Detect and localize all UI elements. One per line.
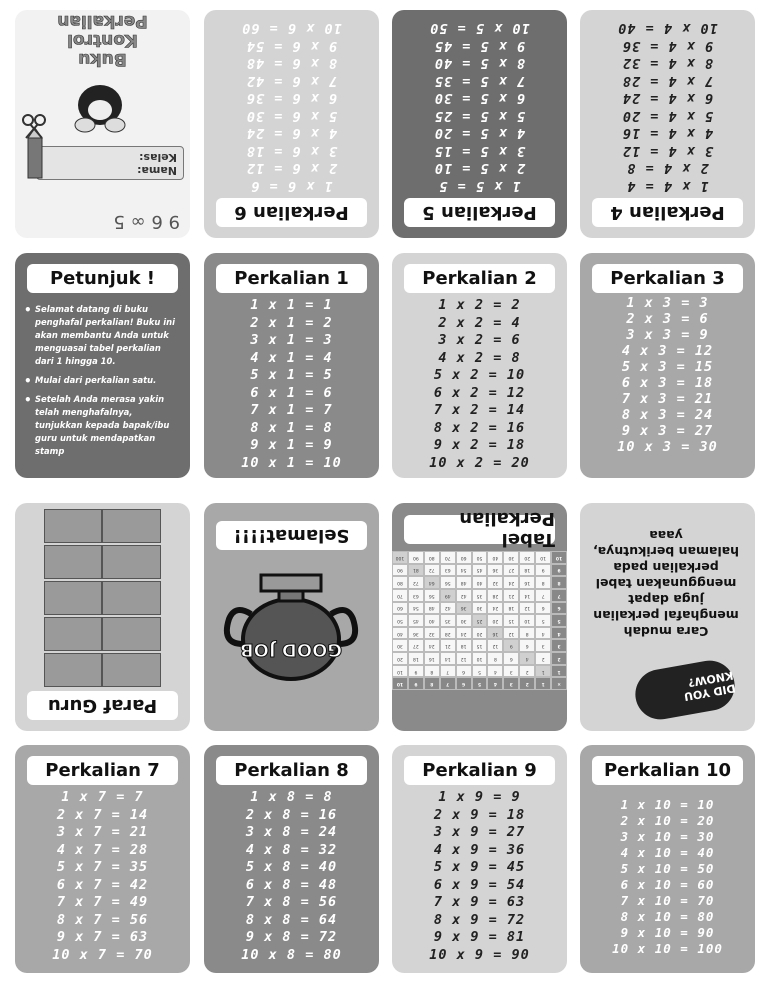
grid-cell: 5 (472, 665, 488, 678)
table-row: 6 x 10 = 60 (620, 877, 715, 892)
class-label: Kelas: (139, 151, 177, 164)
signature-grid (44, 507, 161, 687)
table-row: 6 x 2 = 12 (433, 384, 526, 401)
table-row: 7 x 4 = 28 (621, 73, 714, 89)
table-row: 7 x 9 = 63 (433, 894, 526, 910)
grid-cell: 24 (456, 627, 472, 640)
table-row: 3 x 1 = 3 (250, 332, 333, 348)
grid-cell: 30 (456, 614, 472, 627)
signature-box (103, 509, 162, 543)
table-row: 2 x 5 = 10 (433, 160, 526, 177)
table-rows (204, 297, 379, 472)
grid-cell: 18 (519, 564, 535, 577)
table-title: Perkalian 10 (592, 756, 743, 785)
table-row: 8 x 10 = 80 (620, 909, 715, 924)
table-row: 5 x 9 = 45 (433, 859, 526, 875)
table-rows (392, 297, 567, 472)
math-doodles: 9 6 ∞ 5 (113, 211, 180, 232)
table-row: 4 x 3 = 12 (621, 343, 714, 359)
multiplication-chart-card (392, 503, 567, 731)
table-row: 10 x 3 = 30 (617, 439, 718, 455)
table-card-9 (392, 745, 567, 973)
table-title: Perkalian 3 (592, 264, 743, 293)
table-row: 9 x 2 = 18 (433, 437, 526, 453)
table-row: 6 x 5 = 30 (433, 90, 526, 107)
table-row: 6 x 8 = 48 (245, 876, 338, 893)
grid-cell: 8 (424, 677, 440, 690)
name-label: Nama: (137, 164, 177, 177)
table-row: 9 x 5 = 45 (433, 38, 526, 54)
chart-title: Tabel Perkalian (404, 515, 555, 544)
signature-box (44, 617, 103, 651)
grid-cell: 50 (472, 551, 488, 564)
table-row: 3 x 9 = 27 (433, 824, 526, 840)
instructions-title: Petunjuk ! (27, 264, 178, 293)
table-card-3 (580, 253, 755, 478)
table-row: 5 x 10 = 50 (620, 861, 715, 876)
table-card-1 (204, 253, 379, 478)
table-row: 8 x 4 = 32 (621, 55, 714, 72)
grid-cell: 4 (487, 677, 503, 690)
instruction-item: • Setelah Anda merasa yakin telah menghafalnya, tunjukkan kepada bapak/ibu guru untuk mendapatkan stamp (35, 393, 180, 458)
table-row: 7 x 2 = 14 (433, 402, 526, 418)
grid-cell: 9 (408, 677, 424, 690)
grid-cell: 32 (487, 576, 503, 589)
grid-cell: 50 (392, 614, 408, 627)
table-rows (204, 19, 379, 194)
table-row: 8 x 5 = 40 (433, 55, 526, 72)
grid-cell: 56 (424, 589, 440, 602)
instruction-item: • Selamat datang di buku penghafal perkalian! Buku ini akan membantu Anda untuk menguasai tabel perkalian dari 1 hingga 10. (35, 303, 180, 368)
table-title: Perkalian 4 (592, 198, 743, 227)
grid-cell: 54 (456, 564, 472, 577)
table-row: 9 x 9 = 81 (433, 929, 526, 945)
grid-cell: 90 (392, 564, 408, 577)
grid-cell: 42 (440, 602, 456, 615)
table-row: 1 x 8 = 8 (250, 789, 333, 805)
table-row: 2 x 6 = 12 (245, 160, 338, 177)
table-row: 9 x 10 = 90 (620, 925, 715, 940)
table-row: 9 x 6 = 54 (245, 38, 338, 54)
grid-cell: 12 (456, 652, 472, 665)
name-class-box (36, 146, 184, 180)
signature-box (44, 509, 103, 543)
grid-cell: 4 (519, 652, 535, 665)
trophy-icon (221, 569, 361, 699)
table-row: 10 x 6 = 60 (241, 20, 342, 37)
tip-text: Cara mudah menghafal perkalian juga dapat menggunakan tabel perkalian pada halaman berikutnya, yaaa (592, 528, 740, 639)
table-row: 1 x 7 = 7 (61, 789, 144, 805)
table-row: 3 x 3 = 9 (626, 327, 709, 343)
grid-cell: 1 (535, 665, 551, 678)
grid-cell: 10 (551, 551, 567, 564)
grid-cell: 35 (440, 614, 456, 627)
table-row: 2 x 1 = 2 (250, 314, 333, 331)
table-card-6 (204, 10, 379, 238)
table-row: 8 x 3 = 24 (621, 407, 714, 423)
table-row: 4 x 6 = 24 (245, 125, 338, 142)
table-row: 4 x 2 = 8 (438, 349, 521, 366)
table-row: 4 x 9 = 36 (433, 841, 526, 858)
grid-cell: 12 (503, 627, 519, 640)
paraf-card (15, 503, 190, 731)
grid-cell: 20 (472, 627, 488, 640)
grid-cell: 36 (408, 627, 424, 640)
table-row: 8 x 9 = 72 (433, 911, 526, 928)
table-row: 2 x 10 = 20 (620, 813, 715, 828)
table-row: 8 x 2 = 16 (433, 419, 526, 436)
signature-box (103, 653, 162, 687)
grid-cell: 6 (551, 602, 567, 615)
grid-cell: 2 (535, 652, 551, 665)
grid-cell: 14 (440, 652, 456, 665)
table-row: 3 x 10 = 30 (620, 829, 715, 844)
table-row: 10 x 10 = 100 (612, 941, 723, 956)
congrats-title: Selamat!!!! (216, 521, 367, 550)
table-row: 1 x 9 = 9 (438, 789, 521, 805)
grid-cell: 8 (487, 652, 503, 665)
table-row: 5 x 7 = 35 (56, 859, 149, 875)
grid-cell: 9 (551, 564, 567, 577)
table-title: Perkalian 2 (404, 264, 555, 293)
table-row: 2 x 3 = 6 (626, 311, 709, 327)
grid-cell: 9 (535, 564, 551, 577)
table-row: 8 x 6 = 48 (245, 55, 338, 72)
multiplication-grid (392, 551, 567, 690)
grid-cell: 1 (551, 665, 567, 678)
table-row: 8 x 8 = 64 (245, 911, 338, 928)
grid-cell: 30 (472, 602, 488, 615)
grid-cell: 4 (487, 665, 503, 678)
table-row: 10 x 2 = 20 (429, 454, 530, 471)
grid-cell: 81 (408, 564, 424, 577)
table-card-10 (580, 745, 755, 973)
table-row: 8 x 1 = 8 (250, 419, 333, 436)
grid-cell: 9 (503, 639, 519, 652)
table-rows (580, 295, 755, 455)
grid-cell: 15 (472, 639, 488, 652)
grid-cell: 36 (487, 564, 503, 577)
table-row: 7 x 1 = 7 (250, 402, 333, 418)
grid-cell: 6 (456, 665, 472, 678)
grid-cell: 3 (535, 639, 551, 652)
table-row: 3 x 2 = 6 (438, 332, 521, 348)
instruction-item: • Mulai dari perkalian satu. (35, 374, 180, 387)
grid-cell: 6 (535, 602, 551, 615)
table-rows (204, 789, 379, 964)
table-row: 3 x 5 = 15 (433, 143, 526, 159)
table-row: 2 x 4 = 8 (626, 160, 709, 177)
table-row: 1 x 5 = 5 (438, 178, 521, 194)
table-row: 7 x 7 = 49 (56, 894, 149, 910)
astronaut-illustration (65, 80, 135, 140)
did-you-know-badge: DID YOU KNOW? (631, 657, 738, 724)
table-row: 2 x 9 = 18 (433, 806, 526, 823)
table-row: 4 x 1 = 4 (250, 349, 333, 366)
grid-cell: 6 (503, 652, 519, 665)
grid-cell: 40 (424, 614, 440, 627)
grid-cell: 80 (392, 576, 408, 589)
grid-cell: 64 (424, 576, 440, 589)
grid-cell: 7 (535, 589, 551, 602)
table-title: Perkalian 9 (404, 756, 555, 785)
table-row: 4 x 8 = 32 (245, 841, 338, 858)
grid-cell: 3 (503, 665, 519, 678)
table-row: 9 x 7 = 63 (56, 929, 149, 945)
grid-cell: 28 (440, 627, 456, 640)
grid-cell: 70 (440, 551, 456, 564)
table-row: 9 x 4 = 36 (621, 38, 714, 54)
grid-cell: 20 (487, 614, 503, 627)
grid-cell: 3 (503, 677, 519, 690)
table-row: 6 x 6 = 36 (245, 90, 338, 107)
table-row: 9 x 3 = 27 (621, 423, 714, 439)
grid-cell: 45 (408, 614, 424, 627)
grid-cell: 10 (519, 614, 535, 627)
table-row: 5 x 6 = 30 (245, 108, 338, 124)
table-row: 4 x 4 = 16 (621, 125, 714, 142)
grid-cell: 5 (551, 614, 567, 627)
grid-cell: 49 (440, 589, 456, 602)
grid-cell: 3 (551, 639, 567, 652)
grid-cell: 40 (472, 576, 488, 589)
table-card-5 (392, 10, 567, 238)
table-row: 3 x 7 = 21 (56, 824, 149, 840)
table-row: 1 x 1 = 1 (250, 297, 333, 313)
grid-cell: 8 (424, 665, 440, 678)
scissors-icon (20, 112, 48, 140)
table-row: 1 x 4 = 4 (626, 178, 709, 194)
grid-cell: 2 (519, 665, 535, 678)
table-row: 2 x 7 = 14 (56, 806, 149, 823)
paraf-title: Paraf Guru (27, 691, 178, 720)
grid-cell: 40 (487, 551, 503, 564)
grid-cell: 6 (456, 677, 472, 690)
cover-card (15, 10, 190, 238)
table-row: 1 x 6 = 6 (250, 178, 333, 194)
table-title: Perkalian 7 (27, 756, 178, 785)
table-card-8 (204, 745, 379, 973)
signature-box (44, 581, 103, 615)
cover-title-line: Buku (78, 49, 127, 69)
table-row: 10 x 4 = 40 (617, 20, 718, 37)
grid-cell: 100 (392, 551, 408, 564)
table-card-4 (580, 10, 755, 238)
signature-box (103, 545, 162, 579)
instructions-list (15, 303, 190, 464)
grid-cell: 20 (392, 652, 408, 665)
grid-cell: 15 (503, 614, 519, 627)
table-title: Perkalian 5 (404, 198, 555, 227)
table-row: 5 x 5 = 25 (433, 108, 526, 124)
grid-cell: 63 (440, 564, 456, 577)
grid-cell: 8 (519, 627, 535, 640)
grid-cell: 63 (408, 589, 424, 602)
grid-cell: 4 (535, 627, 551, 640)
table-row: 3 x 8 = 24 (245, 824, 338, 840)
grid-cell: 28 (487, 589, 503, 602)
table-row: 10 x 8 = 80 (241, 946, 342, 963)
table-title: Perkalian 1 (216, 264, 367, 293)
grid-cell: 7 (440, 677, 456, 690)
tip-card (580, 503, 755, 731)
grid-cell: 90 (408, 551, 424, 564)
table-rows (580, 797, 755, 957)
grid-cell: 40 (392, 627, 408, 640)
grid-cell: × (551, 677, 567, 690)
table-row: 4 x 7 = 28 (56, 841, 149, 858)
grid-cell: 8 (551, 576, 567, 589)
grid-cell: 32 (424, 627, 440, 640)
grid-cell: 16 (487, 627, 503, 640)
grid-cell: 24 (424, 639, 440, 652)
grid-cell: 27 (503, 564, 519, 577)
grid-cell: 48 (456, 576, 472, 589)
grid-cell: 18 (456, 639, 472, 652)
cover-title-line: Perkalian (57, 11, 148, 31)
grid-cell: 30 (503, 551, 519, 564)
grid-cell: 5 (535, 614, 551, 627)
table-row: 10 x 5 = 50 (429, 20, 530, 37)
table-row: 7 x 3 = 21 (621, 391, 714, 407)
grid-cell: 21 (503, 589, 519, 602)
grid-cell: 80 (424, 551, 440, 564)
table-rows (392, 19, 567, 194)
grid-cell: 4 (551, 627, 567, 640)
table-row: 6 x 3 = 18 (621, 375, 714, 391)
grid-cell: 72 (424, 564, 440, 577)
grid-cell: 14 (519, 589, 535, 602)
signature-box (103, 581, 162, 615)
grid-cell: 54 (408, 602, 424, 615)
table-row: 2 x 8 = 16 (245, 806, 338, 823)
grid-cell: 24 (487, 602, 503, 615)
grid-cell: 27 (408, 639, 424, 652)
grid-cell: 48 (424, 602, 440, 615)
grid-cell: 36 (456, 602, 472, 615)
table-rows (580, 19, 755, 194)
table-row: 5 x 1 = 5 (250, 367, 333, 383)
trophy-text: GOOD JOB (239, 639, 343, 660)
grid-cell: 7 (551, 589, 567, 602)
grid-cell: 56 (440, 576, 456, 589)
grid-cell: 60 (392, 602, 408, 615)
grid-cell: 10 (392, 677, 408, 690)
grid-cell: 72 (408, 576, 424, 589)
grid-cell: 6 (519, 639, 535, 652)
table-row: 6 x 1 = 6 (250, 384, 333, 401)
table-row: 7 x 10 = 70 (620, 893, 715, 908)
congrats-card (204, 503, 379, 731)
grid-cell: 35 (472, 589, 488, 602)
table-card-2 (392, 253, 567, 478)
signature-box (103, 617, 162, 651)
table-title: Perkalian 8 (216, 756, 367, 785)
table-row: 4 x 5 = 20 (433, 125, 526, 142)
grid-cell: 45 (472, 564, 488, 577)
signature-box (44, 653, 103, 687)
grid-cell: 12 (519, 602, 535, 615)
table-row: 5 x 2 = 10 (433, 367, 526, 383)
table-row: 5 x 4 = 20 (621, 108, 714, 124)
grid-cell: 25 (472, 614, 488, 627)
signature-box (44, 545, 103, 579)
grid-cell: 10 (472, 652, 488, 665)
table-row: 4 x 10 = 40 (620, 845, 715, 860)
table-row: 1 x 3 = 3 (626, 295, 709, 311)
grid-cell: 10 (535, 551, 551, 564)
cover-title (45, 11, 160, 68)
table-row: 9 x 1 = 9 (250, 437, 333, 453)
grid-cell: 16 (424, 652, 440, 665)
grid-cell: 60 (456, 551, 472, 564)
table-card-7 (15, 745, 190, 973)
grid-cell: 7 (440, 665, 456, 678)
table-row: 7 x 6 = 42 (245, 73, 338, 89)
grid-cell: 9 (408, 665, 424, 678)
grid-cell: 21 (440, 639, 456, 652)
table-row: 6 x 9 = 54 (433, 876, 526, 893)
table-row: 6 x 7 = 42 (56, 876, 149, 893)
table-row: 5 x 3 = 15 (621, 359, 714, 375)
table-row: 9 x 8 = 72 (245, 929, 338, 945)
grid-cell: 70 (392, 589, 408, 602)
grid-cell: 18 (408, 652, 424, 665)
grid-cell: 2 (519, 677, 535, 690)
table-row: 5 x 8 = 40 (245, 859, 338, 875)
table-row: 3 x 4 = 12 (621, 143, 714, 159)
cover-title-line: Kontrol (67, 30, 138, 50)
grid-cell: 8 (535, 576, 551, 589)
grid-cell: 24 (503, 576, 519, 589)
table-row: 1 x 10 = 10 (620, 797, 715, 812)
grid-cell: 2 (551, 652, 567, 665)
grid-cell: 16 (519, 576, 535, 589)
grid-cell: 42 (456, 589, 472, 602)
table-row: 10 x 7 = 70 (52, 946, 153, 963)
table-title: Perkalian 6 (216, 198, 367, 227)
grid-cell: 5 (472, 677, 488, 690)
grid-cell: 12 (487, 639, 503, 652)
table-row: 7 x 8 = 56 (245, 894, 338, 910)
grid-cell: 18 (503, 602, 519, 615)
table-row: 7 x 5 = 35 (433, 73, 526, 89)
table-rows (392, 789, 567, 964)
table-row: 2 x 2 = 4 (438, 314, 521, 331)
table-rows (15, 789, 190, 964)
table-row: 3 x 6 = 18 (245, 143, 338, 159)
grid-cell: 20 (519, 551, 535, 564)
table-row: 8 x 7 = 56 (56, 911, 149, 928)
grid-cell: 30 (392, 639, 408, 652)
grid-cell: 10 (392, 665, 408, 678)
table-row: 6 x 4 = 24 (621, 90, 714, 107)
table-row: 10 x 9 = 90 (429, 946, 530, 963)
grid-cell: 1 (535, 677, 551, 690)
instructions-card (15, 253, 190, 478)
table-row: 1 x 2 = 2 (438, 297, 521, 313)
table-row: 10 x 1 = 10 (241, 454, 342, 471)
